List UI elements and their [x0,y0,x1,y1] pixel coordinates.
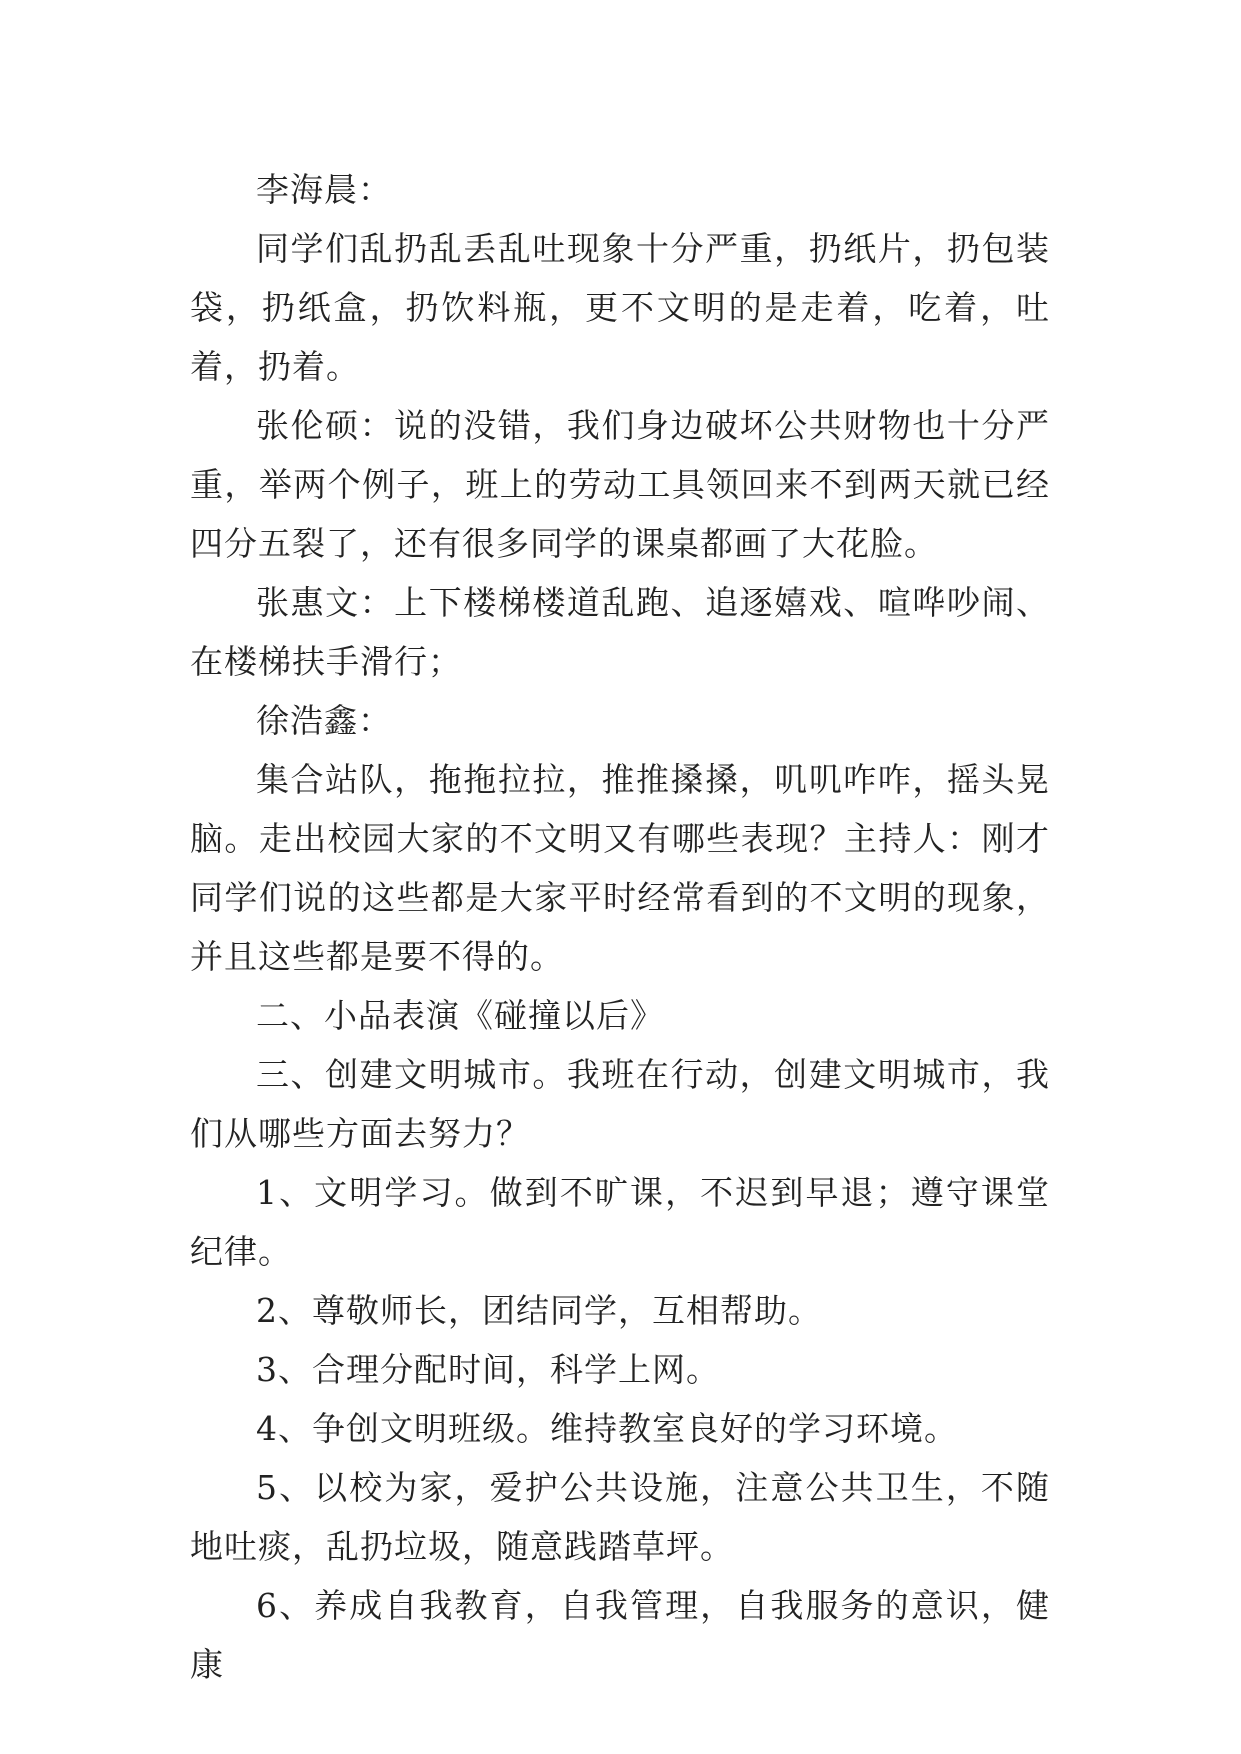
paragraph-speaker-lihaichen: 李海晨： [256,170,392,209]
list-item-1: 1、文明学习。做到不旷课，不迟到早退；遵守课堂纪律。 [190,1173,1050,1271]
document-body [190,160,1050,1694]
paragraph-littering: 同学们乱扔乱丢乱吐现象十分严重，扔纸片，扔包装袋，扔纸盒，扔饮料瓶，更不文明的是走着，吃着，吐着，扔着。 [190,229,1050,386]
paragraph-zhanghuiwen: 张惠文：上下楼梯楼道乱跑、追逐嬉戏、喧哗吵闹、在楼梯扶手滑行； [190,583,1050,681]
list-item-5: 5、以校为家，爱护公共设施，注意公共卫生，不随地吐痰，乱扔垃圾，随意践踏草坪。 [190,1468,1050,1566]
paragraph-section-three: 三、创建文明城市。我班在行动，创建文明城市，我们从哪些方面去努力？ [190,1055,1050,1153]
list-item-3: 3、合理分配时间，科学上网。 [256,1350,720,1389]
list-item-4: 4、争创文明班级。维持教室良好的学习环境。 [256,1409,958,1448]
paragraph-speaker-xuhaoxin: 徐浩鑫： [256,701,392,740]
paragraph-zhanglunshuo: 张伦硕：说的没错，我们身边破坏公共财物也十分严重，举两个例子，班上的劳动工具领回来不到两天就已经四分五裂了，还有很多同学的课桌都画了大花脸。 [190,406,1050,563]
list-item-2: 2、尊敬师长，团结同学，互相帮助。 [256,1291,822,1330]
paragraph-section-two: 二、小品表演《碰撞以后》 [256,996,664,1035]
paragraph-lineup-behavior: 集合站队，拖拖拉拉，推推搡搡，叽叽咋咋，摇头晃脑。走出校园大家的不文明又有哪些表现？主持人：刚才同学们说的这些都是大家平时经常看到的不文明的现象，并且这些都是要不得的。 [190,760,1050,976]
list-item-6: 6、养成自我教育，自我管理，自我服务的意识，健康 [190,1586,1050,1684]
